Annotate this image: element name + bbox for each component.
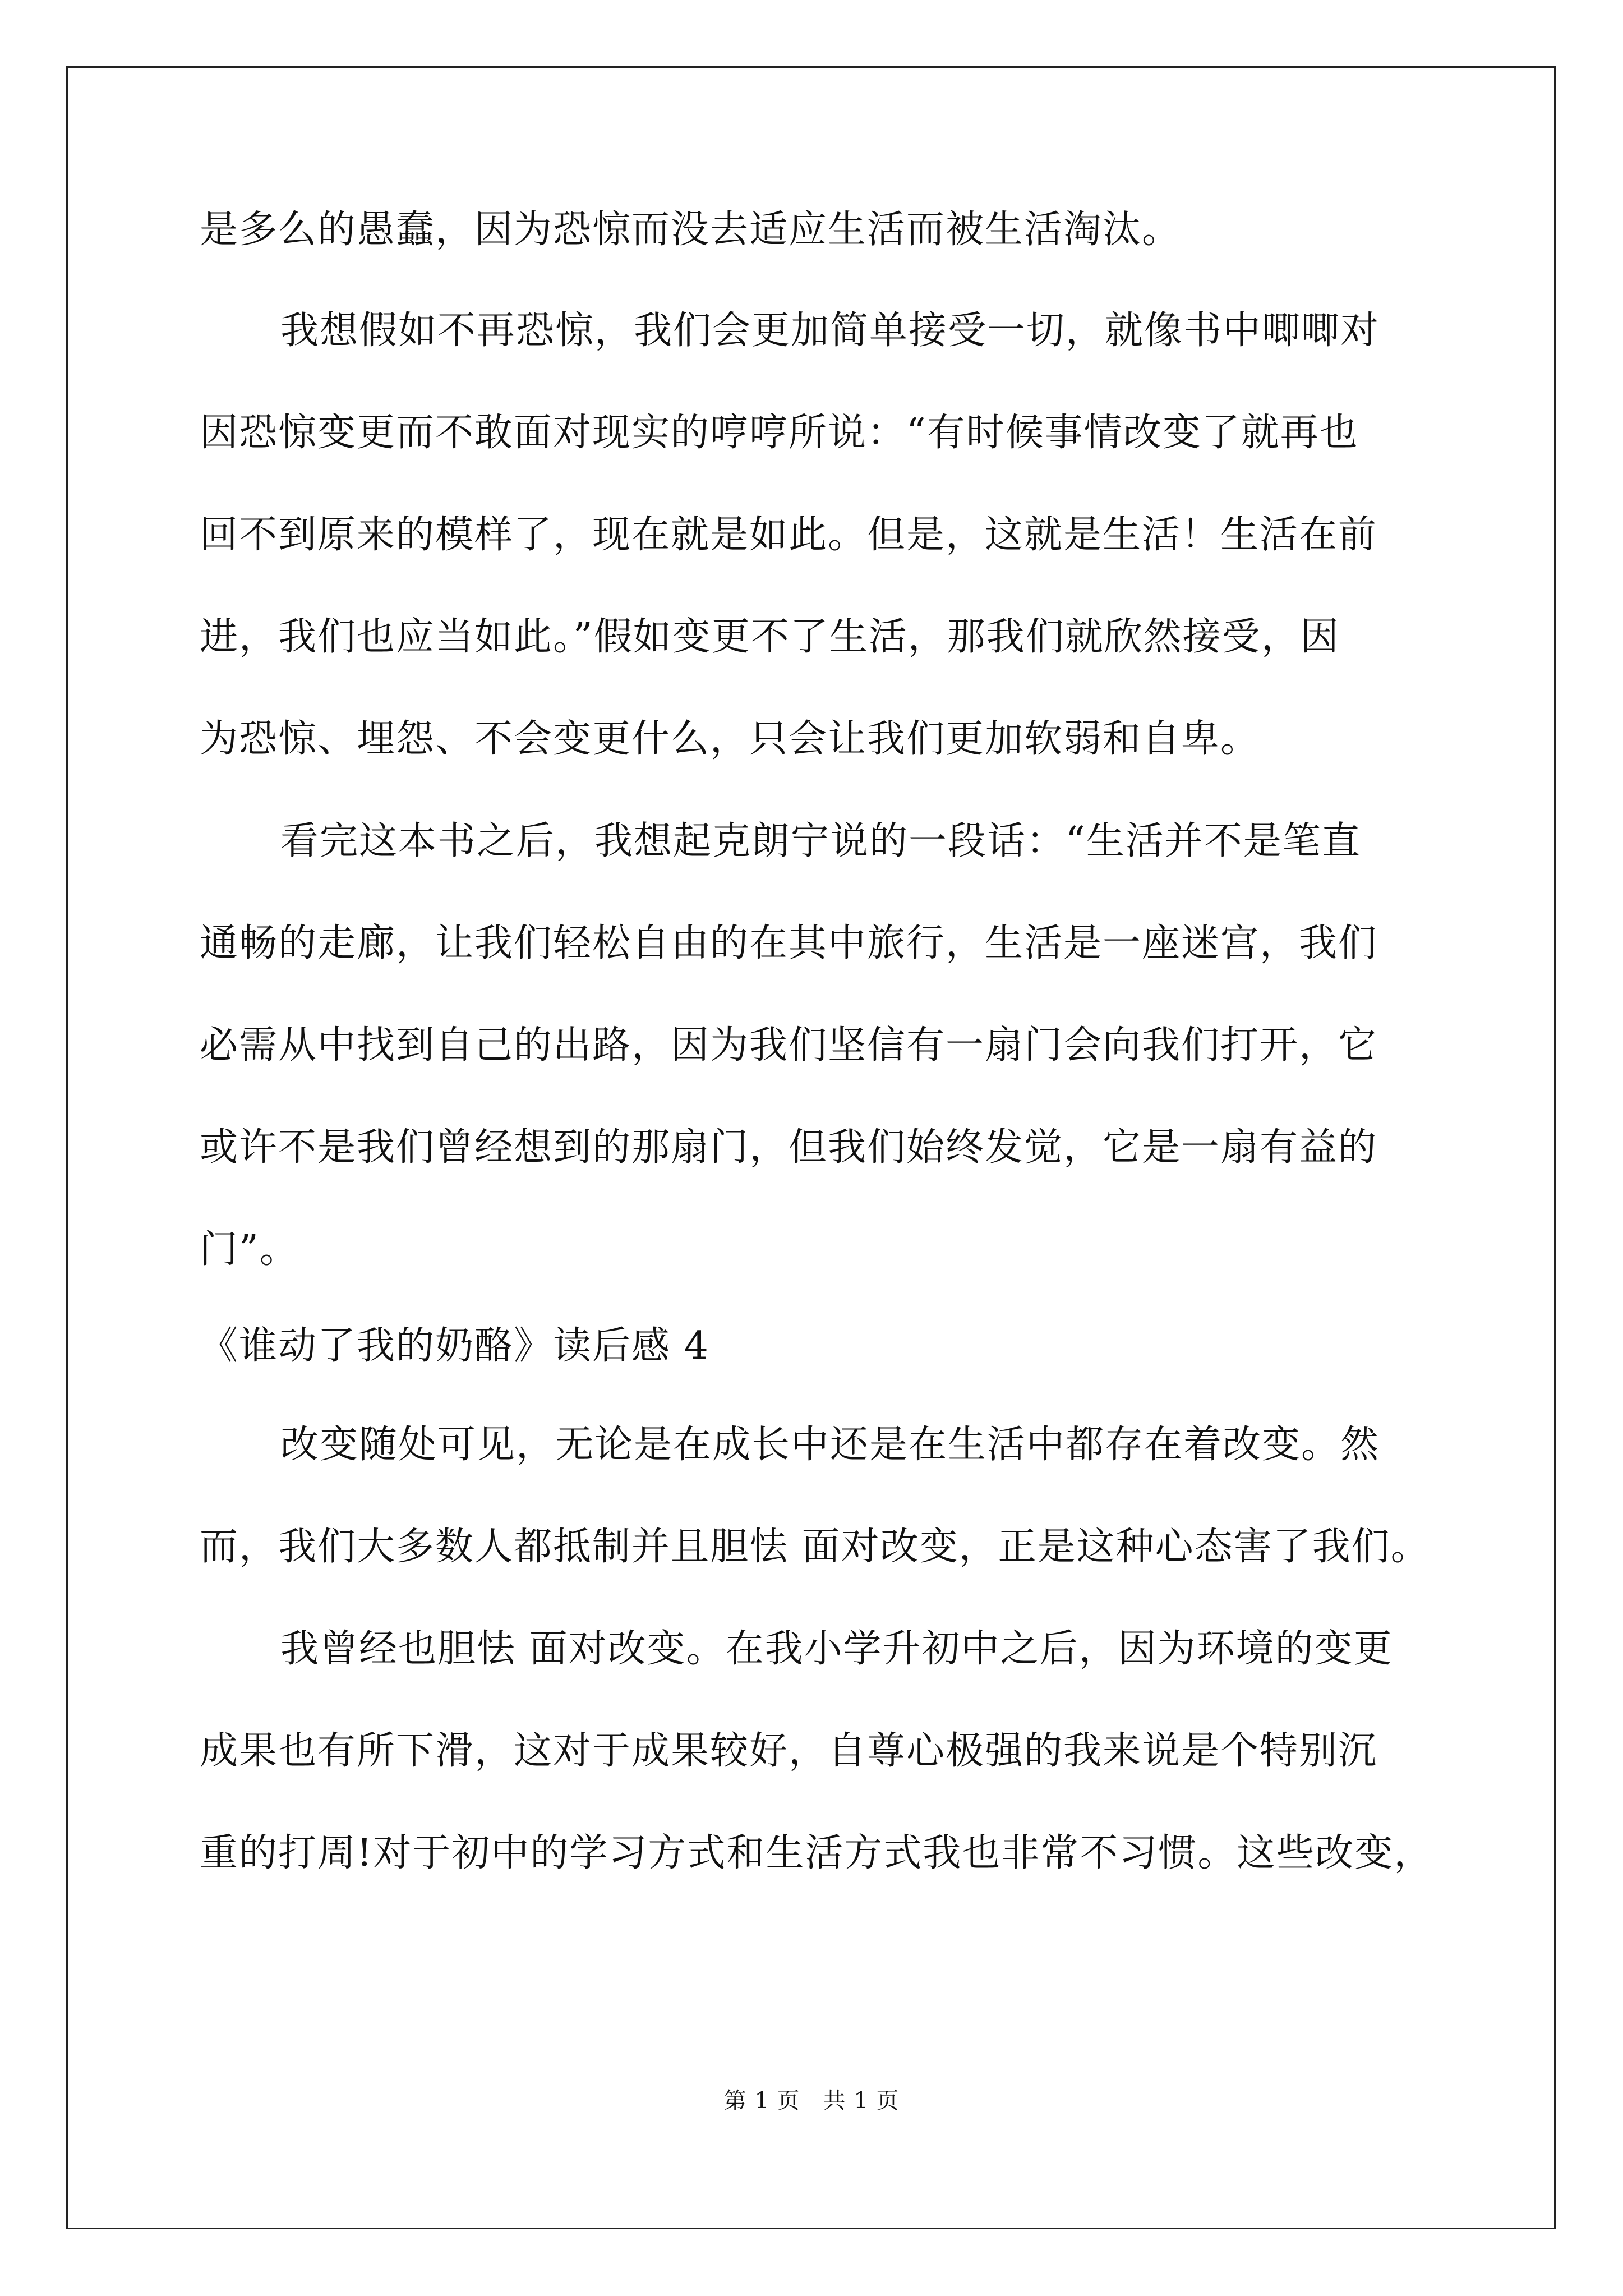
text-line: 重的打周!对于初中的学习方式和生活方式我也非常不习惯。这些改变， — [200, 1831, 1433, 1875]
text-line: 而，我们大多数人都抵制并且胆怯 面对改变，正是这种心态害了我们。 — [200, 1525, 1430, 1569]
text-line: 改变随处可见，无论是在成长中还是在生活中都存在着改变。然 — [280, 1423, 1380, 1467]
text-line: 为恐惊、埋怨、不会变更什么，只会让我们更加软弱和自卑。 — [200, 717, 1260, 761]
text-line: 门”。 — [200, 1227, 299, 1272]
text-line: 我想假如不再恐惊，我们会更加简单接受一切，就像书中唧唧对 — [280, 309, 1380, 353]
text-line: 或许不是我们曾经想到的那扇门，但我们始终发觉，它是一扇有益的 — [200, 1125, 1378, 1170]
text-line: 通畅的走廊，让我们轻松自由的在其中旅行，生活是一座迷宫，我们 — [200, 921, 1378, 965]
text-line: 必需从中找到自己的出路，因为我们坚信有一扇门会向我们打开，它 — [200, 1023, 1378, 1068]
text-line: 因恐惊变更而不敢面对现实的哼哼所说：“有时候事情改变了就再也 — [200, 411, 1359, 455]
text-line: 回不到原来的模样了，现在就是如此。但是，这就是生活！生活在前 — [200, 513, 1378, 557]
text-line: 成果也有所下滑，这对于成果较好，自尊心极强的我来说是个特别沉 — [200, 1729, 1378, 1773]
section-heading: 《谁动了我的奶酪》读后感 4 — [200, 1324, 709, 1368]
text-line: 我曾经也胆怯 面对改变。在我小学升初中之后，因为环境的变更 — [280, 1627, 1393, 1671]
text-line: 是多么的愚蠢，因为恐惊而没去适应生活而被生活淘汰。 — [200, 208, 1182, 252]
text-line: 看完这本书之后，我想起克朗宁说的一段话：“生活并不是笔直 — [280, 819, 1361, 863]
page-footer: 第 1 页 共 1 页 — [723, 2088, 900, 2114]
text-line: 进，我们也应当如此。”假如变更不了生活，那我们就欣然接受，因 — [200, 615, 1340, 659]
